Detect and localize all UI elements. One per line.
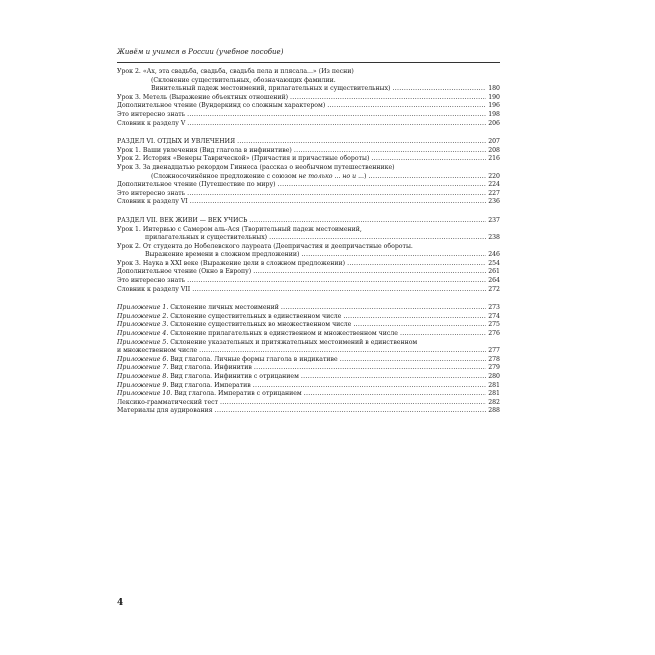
running-header: Живём и учимся в России (учебное пособие): [117, 48, 500, 63]
toc-entry[interactable]: Дополнительное чтение (Вундеркинд со сложным характером) ..... 196: [117, 102, 500, 111]
toc-entry-audio[interactable]: Материалы для аудирования ..... 288: [117, 407, 500, 416]
toc-entry[interactable]: Урок 3. Метель (Выражение объектных отношений) ..... 190: [117, 94, 500, 103]
page-number: 4: [117, 598, 124, 608]
appendix-entry[interactable]: Приложение 6. Вид глагола. Личные формы глагола в индикативе ..... 278: [117, 356, 500, 365]
toc-line: (Склонение существительных, обозначающих фамилии.: [151, 76, 336, 84]
toc-line: Приложение 5. Склонение указательных и притяжательных местоимений в единственном: [117, 338, 418, 346]
toc-line: Урок 2. «Ах, эта свадьба, свадьба, свадьба пела и плясала...» (Из песни): [117, 68, 354, 75]
appendix-entry[interactable]: Приложение 9. Вид глагола. Императив ..... 281: [117, 382, 500, 391]
appendix-entry[interactable]: и множественном числе ..... 277: [117, 347, 500, 356]
toc-entry[interactable]: Словник к разделу V ..... 206: [117, 120, 500, 129]
toc-entry[interactable]: Это интересно знать ..... 264: [117, 277, 500, 286]
appendix-entry[interactable]: Приложение 7. Вид глагола. Инфинитив ..... 279: [117, 364, 500, 373]
toc-entry[interactable]: Урок 2. История «Венеры Таврической» (Причастия и причастные обороты) ..... 216: [117, 155, 500, 164]
toc-line: Урок 3. За двенадцатью рекордом Гиннеса (рассказ о необычном путешественнике): [117, 163, 395, 171]
toc-entry[interactable]: (Сложносочинённое предложение с союзом не только ... но и ...) ..... 220: [117, 173, 500, 182]
toc-entry[interactable]: Это интересно знать ..... 227: [117, 190, 500, 199]
toc-entry[interactable]: Урок 1. Ваши увлечения (Вид глагола в инфинитиве) ..... 208: [117, 147, 500, 156]
toc-entry[interactable]: Это интересно знать ..... 198: [117, 111, 500, 120]
appendix-entry[interactable]: Приложение 2. Склонение существительных в единственном числе ..... 274: [117, 313, 500, 322]
appendix-entry[interactable]: Приложение 1. Склонение личных местоимений ..... 273: [117, 304, 500, 313]
appendix-entry[interactable]: Приложение 4. Склонение прилагательных в единственном и множественном числе ..... 276: [117, 330, 500, 339]
appendix-entry[interactable]: Приложение 10. Вид глагола. Императив с отрицанием ..... 281: [117, 390, 500, 399]
toc-entry[interactable]: Урок 3. Наука в XXI веке (Выражение цели в сложном предложении) ..... 254: [117, 260, 500, 269]
table-of-contents: [117, 68, 500, 416]
section-7-entries: [117, 217, 500, 294]
section-6-entries: [117, 138, 500, 207]
toc-entry[interactable]: прилагательных и существительных) ..... 238: [117, 234, 500, 243]
toc-line: Урок 1. Интервью с Самером аль-Ася (Творительный падеж местоимений,: [117, 225, 362, 233]
appendix-entry[interactable]: Приложение 8. Вид глагола. Инфинитив с отрицанием ..... 280: [117, 373, 500, 382]
toc-entry-test[interactable]: Лексико-грамматический тест ..... 282: [117, 399, 500, 408]
toc-entry[interactable]: Словник к разделу VII ..... 272: [117, 286, 500, 295]
appendix-entries: [117, 304, 500, 416]
toc-entry[interactable]: Дополнительное чтение (Окно в Европу) ..... 261: [117, 268, 500, 277]
toc-entry[interactable]: Словник к разделу VI ..... 236: [117, 198, 500, 207]
toc-entry[interactable]: Дополнительное чтение (Путешествие по миру) ..... 224: [117, 181, 500, 190]
toc-entry[interactable]: Винительный падеж местоимений, прилагательных и существительных) ..... 180: [117, 85, 500, 94]
section-title[interactable]: РАЗДЕЛ VI. ОТДЫХ И УВЛЕЧЕНИЯ ..... 207: [117, 138, 500, 147]
section-5-entries: [117, 68, 500, 128]
section-title[interactable]: РАЗДЕЛ VII. ВЕК ЖИВИ — ВЕК УЧИСЬ ..... 237: [117, 217, 500, 226]
toc-entry[interactable]: Выражение времени в сложном предложении) ..... 246: [117, 251, 500, 260]
appendix-entry[interactable]: Приложение 3. Склонение существительных во множественном числе ..... 275: [117, 321, 500, 330]
toc-line: Урок 2. От студента до Нобелевского лауреата (Деепричастия и деепричастные обороты.: [117, 242, 413, 250]
